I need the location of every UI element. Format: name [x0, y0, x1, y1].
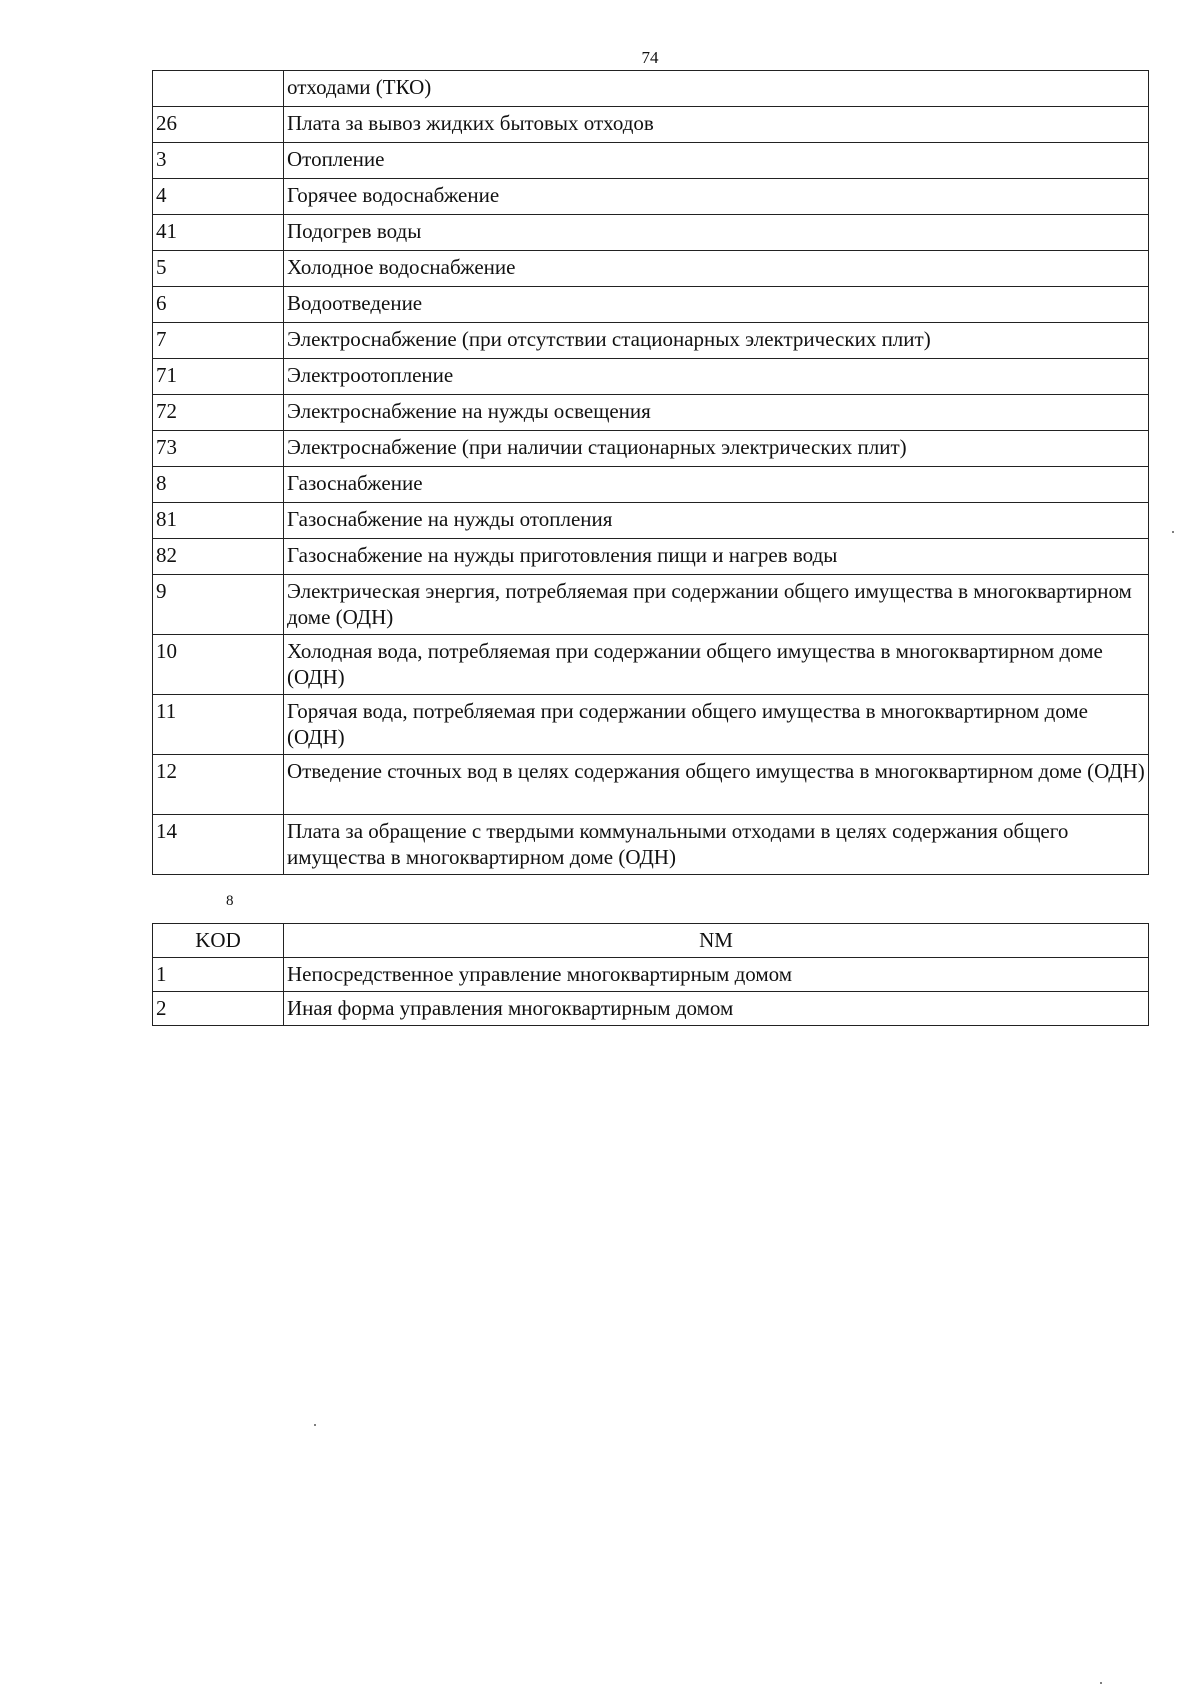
table-row	[153, 71, 1149, 107]
code-cell: 12	[153, 755, 284, 815]
code-cell: 9	[153, 575, 284, 635]
code-cell: 1	[153, 958, 284, 992]
name-cell: Газоснабжение	[284, 467, 1149, 503]
table-row	[153, 467, 1149, 503]
table-row	[153, 575, 1149, 635]
code-cell: 72	[153, 395, 284, 431]
name-cell: Электрическая энергия, потребляемая при содержании общего имущества в многоквартирном доме (ОДН)	[284, 575, 1149, 635]
table-row	[153, 359, 1149, 395]
name-cell: Отопление	[284, 143, 1149, 179]
code-cell: 2	[153, 992, 284, 1026]
table-row	[153, 323, 1149, 359]
table-row	[153, 992, 1149, 1026]
code-cell: 81	[153, 503, 284, 539]
name-cell: Плата за обращение с твердыми коммунальными отходами в целях содержания общего имущества в многоквартирном доме (ОДН)	[284, 815, 1149, 875]
code-cell: 73	[153, 431, 284, 467]
table-row	[153, 815, 1149, 875]
name-cell: Электроотопление	[284, 359, 1149, 395]
table-header-row	[153, 924, 1149, 958]
table-row	[153, 215, 1149, 251]
scan-speck	[1172, 531, 1174, 533]
table-row	[153, 143, 1149, 179]
code-cell: 71	[153, 359, 284, 395]
scan-speck	[314, 1424, 316, 1426]
name-cell: Плата за вывоз жидких бытовых отходов	[284, 107, 1149, 143]
code-cell: 82	[153, 539, 284, 575]
name-cell: Электроснабжение (при отсутствии стационарных электрических плит)	[284, 323, 1149, 359]
name-cell: Отведение сточных вод в целях содержания общего имущества в многоквартирном доме (ОДН)	[284, 755, 1149, 815]
table-row	[153, 755, 1149, 815]
column-header-name: NM	[284, 924, 1149, 958]
name-cell: Холодная вода, потребляемая при содержании общего имущества в многоквартирном доме (ОДН)	[284, 635, 1149, 695]
name-cell: Подогрев воды	[284, 215, 1149, 251]
name-cell: Непосредственное управление многоквартирным домом	[284, 958, 1149, 992]
table-row	[153, 395, 1149, 431]
table-row	[153, 107, 1149, 143]
code-cell: 10	[153, 635, 284, 695]
section-number: 8	[226, 893, 234, 909]
table-row	[153, 695, 1149, 755]
name-cell: Водоотведение	[284, 287, 1149, 323]
page-number: 74	[641, 48, 659, 67]
code-cell: 26	[153, 107, 284, 143]
table-row	[153, 287, 1149, 323]
name-cell: Иная форма управления многоквартирным домом	[284, 992, 1149, 1026]
name-cell: Газоснабжение на нужды приготовления пищи и нагрев воды	[284, 539, 1149, 575]
table-row	[153, 503, 1149, 539]
code-cell: 6	[153, 287, 284, 323]
name-cell: отходами (ТКО)	[284, 71, 1149, 107]
code-cell: 14	[153, 815, 284, 875]
management-form-table	[152, 923, 1149, 1026]
name-cell: Горячая вода, потребляемая при содержании общего имущества в многоквартирном доме (ОДН)	[284, 695, 1149, 755]
utility-codes-table	[152, 70, 1149, 875]
code-cell	[153, 71, 284, 107]
table-row	[153, 179, 1149, 215]
scan-speck	[1100, 1682, 1102, 1684]
code-cell: 5	[153, 251, 284, 287]
table-row	[153, 958, 1149, 992]
code-cell: 41	[153, 215, 284, 251]
name-cell: Электроснабжение (при наличии стационарных электрических плит)	[284, 431, 1149, 467]
code-cell: 8	[153, 467, 284, 503]
name-cell: Холодное водоснабжение	[284, 251, 1149, 287]
code-cell: 3	[153, 143, 284, 179]
code-cell: 4	[153, 179, 284, 215]
code-cell: 11	[153, 695, 284, 755]
table-row	[153, 251, 1149, 287]
name-cell: Электроснабжение на нужды освещения	[284, 395, 1149, 431]
name-cell: Газоснабжение на нужды отопления	[284, 503, 1149, 539]
column-header-code: KOD	[153, 924, 284, 958]
code-cell: 7	[153, 323, 284, 359]
table-row	[153, 635, 1149, 695]
name-cell: Горячее водоснабжение	[284, 179, 1149, 215]
table-row	[153, 431, 1149, 467]
table-row	[153, 539, 1149, 575]
